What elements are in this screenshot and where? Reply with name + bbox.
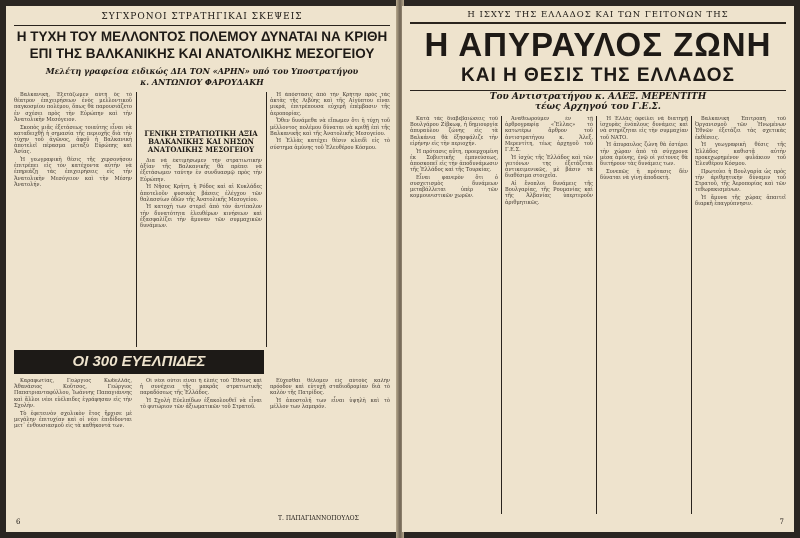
column-divider <box>501 116 502 514</box>
left-subtitle-2: κ. ΑΝΤΩΝΙΟΥ ΦΑΡΟΥΔΑΚΗ <box>140 77 264 87</box>
banner-column-1 <box>14 378 132 518</box>
paragraph: Τὸ ἐφετεινὸν σχολικὸν ἔτος ἤρχισε μὲ μεγάλην ἐπιτυχίαν καὶ οἱ νέοι ἐπιδίδονται μετ᾽ ἐνθουσιασμοῦ εἰς τὰ καθήκοντά των. <box>14 410 132 429</box>
paragraph: Δια νὰ ἐκτιμήσωμεν τὴν στρατιωτικὴν ἀξίαν τῆς Βαλκανικῆς θὰ πρέπει νὰ ἐξετάσωμεν ταύτην ἐν συνδυασμῷ πρὸς τὴν Εὐρώπην. <box>140 158 262 183</box>
paragraph: Ὅθεν δυνάμεθα νὰ εἴπωμεν ὅτι ἡ τύχη τοῦ μέλλοντος πολέμου δύναται νὰ κριθῇ ἐπὶ τῆς Βαλκανικῆς καὶ τῆς Ἀνατολικῆς Μεσογείου. <box>270 118 390 137</box>
column-divider <box>266 92 267 347</box>
paragraph: Εὔχεσθαι θέλομεν εἰς αὐτοὺς καλὴν πρόοδον καὶ εὐτυχῆ σταδιοδρομίαν διὰ τὸ καλὸν τῆς Πατρίδος. <box>270 378 390 397</box>
paragraph: Καραφωτίας, Γεώργιος Κωδελλᾶς, Ἀθανάσιος Κοῦτσος, Γεώργιος Παπατριανταφύλλου, Ἰωάννης Παπαγιάννης καὶ ἄλλοι νέοι εὐέλπιδες ἐγράφησαν εἰς τὴν Σχολήν. <box>14 378 132 409</box>
paragraph: Κατὰ τὰς διαβεβαιώσεις τοῦ Βουλγάρου Ζίβκωφ, ἡ δημιουργία ἀπυραύλου ζώνης εἰς τὰ Βαλκάνια θὰ ἐξησφάλιζε τὴν εἰρήνην εἰς τὴν περιοχήν. <box>410 116 498 147</box>
title-rule <box>410 90 786 91</box>
right-column-2 <box>505 116 593 514</box>
left-title-line-1: Η ΤΥΧΗ ΤΟΥ ΜΕΛΛΟΝΤΟΣ ΠΟΛΕΜΟΥ ΔΥΝΑΤΑΙ ΝΑ ΚΡΙΘΗ <box>16 29 388 44</box>
paragraph: Βαλκανική, Ἐξετάζωμεν αὐτὴ ὅς τὸ θέατρον ἐπιχειρήσεων ἐνὸς μελλοντικοῦ παγκοσμίου πολέμου, ὅπως θὰ παρουσιάζετο ἐν σχέσει πρὸς τὴν Εὐρώπην καὶ τὴν Ἀνατολικὴν Μεσόγειον. <box>14 92 132 123</box>
paragraph: Οἱ νέοι οὗτοι εἶναι ἡ ἐλπὶς τοῦ Ἔθνους καὶ ἡ συνέχεια τῆς μακρᾶς στρατιωτικῆς παραδόσεως τῆς Ἑλλάδος. <box>140 378 262 397</box>
right-subtitle-2: τέως Αρχηγού του Γ.Ε.Σ. <box>535 102 661 112</box>
paragraph: Ἡ Νῆσος Κρήτη, ἡ Ρόδος καὶ αἱ Κυκλάδες ἀποτελοῦν φυσικὰς βάσεις ἐλέγχου τῶν θαλασσίων ὁδῶν τῆς Ἀνατολικῆς Μεσογείου. <box>140 184 262 203</box>
left-subtitle-1: Μελέτη γραφείσα ειδικώς ΔΙΑ ΤΟΝ «ΑΡΗΝ» υπό του Υποστρατήγου <box>45 66 359 76</box>
right-column-4 <box>695 116 786 514</box>
column-divider <box>596 116 597 514</box>
paragraph: Ἀναθεωρούμεν ἐν τῇ ἀρθρογραφίᾳ «Ἕλλας» τὸ κατωτέρω ἄρθρον τοῦ ἀντιστρατήγου κ. Ἀλεξ. Μερεντίτη, τέως ἀρχηγοῦ τοῦ Γ.Ε.Σ. <box>505 116 593 154</box>
paragraph: Εἶναι φανερὸν ὅτι ὁ συσχετισμὸς δυνάμεων μεταβάλλεται ὑπὲρ τῶν κομμουνιστικῶν χωρῶν. <box>410 174 498 200</box>
paragraph: Πρωτεύει ἡ Βουλγαρία ὡς πρὸς τὴν ἀριθμητικὴν δύναμιν τοῦ Στρατοῦ, τῆς Ἀεροπορίας καὶ τῶν τεθωρακισμένων. <box>695 168 786 194</box>
left-column-1 <box>14 92 132 347</box>
banner-column-2 <box>140 378 262 518</box>
left-kicker-rule <box>14 25 390 26</box>
right-column-1 <box>410 116 498 514</box>
paragraph: Ἡ Ἑλλὰς ὀφείλει νὰ διατηρῇ ἰσχυρὰς ἐνόπλους δυνάμεις καὶ νὰ στηρίζηται εἰς τὴν συμμαχίαν τοῦ ΝΑΤΟ. <box>600 116 688 141</box>
paragraph: Ἡ γεωγραφικὴ θέσις τῆς Ἑλλάδος καθιστᾷ αὐτὴν προκεχωρημένον φυλάκιον τοῦ Ἐλευθέρου Κόσμου. <box>695 142 786 167</box>
paragraph: Βαλκανικὴ Ἐπιτροπὴ τοῦ Ὀργανισμοῦ τῶν Ἡνωμένων Ἐθνῶν ἐξετάζει τὰς σχετικὰς ἐκθέσεις. <box>695 116 786 141</box>
paragraph: Αἱ ἔνοπλοι δυνάμεις τῆς Βουλγαρίας, τῆς Ρουμανίας καὶ τῆς Ἀλβανίας ὑπερτεροῦν ἀριθμητικῶς. <box>505 181 593 206</box>
left-column-2 <box>140 158 262 347</box>
left-page <box>6 6 398 532</box>
right-subtitle-1: Του Αντιστρατήγου κ. ΑΛΕΞ. ΜΕΡΕΝΤΙΤΗ <box>489 92 707 102</box>
paragraph: Ἡ ἄμυνα τῆς χώρας ἀπαιτεῖ διαρκῆ ἐπαγρύπνησιν. <box>695 194 786 208</box>
page-number: 7 <box>779 518 784 526</box>
paragraph: Σκοπὸς μιᾶς ἐξετάσεως τοιαύτης εἶναι νὰ καταδειχθῇ ἡ σημασία τῆς περιοχῆς διὰ τὴν τύχην τοῦ ἀγῶνος, ἀφοῦ ἡ Βαλκανικὴ ἀποτελεῖ πέρασμα μεταξὺ Εὐρώπης καὶ Ἀσίας. <box>14 124 132 156</box>
right-kicker: Η ΙΣΧΥΣ ΤΗΣ ΕΛΛΑΔΟΣ ΚΑΙ ΤΩΝ ΓΕΙΤΟΝΩΝ ΤΗΣ <box>467 10 729 20</box>
right-column-3 <box>600 116 688 514</box>
left-column-3 <box>270 92 390 347</box>
author-signature: Τ. ΠΑΠΑΓΙΑΝΝΟΠΟΥΛΟΣ <box>278 515 359 522</box>
paragraph: Ἡ ἀπυραυλος ζώνη θὰ ἐστέρει τὴν χώραν ἀπὸ τὰ σύγχρονα μέσα ἀμύνης, ἐνῷ οἱ γείτονες θὰ διετήρουν τὰς δυνάμεις των. <box>600 142 688 167</box>
left-section-heading: ΓΕΝΙΚΗ ΣΤΡΑΤΙΩΤΙΚΗ ΑΞΙΑ ΒΑΛΚΑΝΙΚΗΣ ΚΑΙ ΝΗΣΩΝ ΑΝΑΤΟΛΙΚΗΣ ΜΕΣΟΓΕΙΟΥ <box>144 129 258 154</box>
column-divider <box>691 116 692 514</box>
left-kicker: ΣΥΓΧΡΟΝΟΙ ΣΤΡΑΤΗΓΙΚΑΙ ΣΚΕΨΕΙΣ <box>101 12 303 22</box>
right-title-line-2: ΚΑΙ Η ΘΕΣΙΣ ΤΗΣ ΕΛΛΑΔΟΣ <box>461 65 735 86</box>
paragraph: Συνεπῶς ἡ πρότασις δὲν δύναται νὰ γίνῃ ἀποδεκτή. <box>600 168 688 181</box>
left-title-line-2: ΕΠΙ ΤΗΣ ΒΑΛΚΑΝΙΚΗΣ ΚΑΙ ΑΝΑΤΟΛΙΚΗΣ ΜΕΣΟΓΕΙΟΥ <box>29 46 375 61</box>
paragraph: Ἡ Σχολὴ Εὐελπίδων ἐξακολουθεῖ νὰ εἶναι τὸ φυτώριον τῶν ἀξιωματικῶν τοῦ Στρατοῦ. <box>140 398 262 411</box>
paragraph: Ἡ κατοχὴ των στερεῖ ἀπὸ τὸν ἀντίπαλον τὴν δυνατότητα ἐλευθέρων κινήσεων καὶ ἐξασφαλίζει τὴν ἄμυναν τῶν συμμαχικῶν δυνάμεων. <box>140 204 262 230</box>
page-number: 6 <box>16 518 21 526</box>
paragraph: Ἡ πρότασις αὕτη, προερχομένη ἐκ Σοβιετικῆς ἐμπνεύσεως, ἀποσκοπεῖ εἰς τὴν ἀποδυνάμωσιν τῆς Ἑλλάδος καὶ τῆς Τουρκίας. <box>410 148 498 174</box>
section-banner: ΟΙ 300 ΕΥΕΛΠΙΔΕΣ <box>14 350 264 374</box>
column-divider <box>136 92 137 347</box>
right-page <box>402 6 794 532</box>
paragraph: Ἡ ἀπόστασις ἀπὸ τὴν Κρήτην πρὸς τὰς ἀκτὰς τῆς Λιβύης καὶ τῆς Αἰγύπτου εἶναι μικρά, ἐπιτρέπουσα εὐχερῆ ἐπέμβασιν τῆς ἀεροπορίας. <box>270 92 390 117</box>
paragraph: Ἡ ἰσχὺς τῆς Ἑλλάδος καὶ τῶν γειτόνων της ἐξετάζεται ἀντικειμενικῶς, μὲ βάσιν τὰ διαθέσιμα στοιχεῖα. <box>505 154 593 180</box>
right-title-line-1: Η ΑΠΥΡΑΥΛΟΣ ΖΩΝΗ <box>424 26 772 63</box>
paragraph: Ἡ ἀποστολή των εἶναι ὑψηλὴ καὶ τὸ μέλλον των λαμπρόν. <box>270 398 390 411</box>
paragraph: Ἡ Ἑλλὰς κατέχει θέσιν κλειδὶ εἰς τὸ σύστημα ἀμύνης τοῦ Ἐλευθέρου Κόσμου. <box>270 138 390 151</box>
banner-column-3 <box>270 378 390 510</box>
paragraph: Ἡ γεωγραφικὴ θέσις τῆς χερσονήσου ἐπιτρέπει εἰς τὸν κατέχοντα αὐτὴν νὰ ἐπηρεάζῃ τὰς ἐπιχειρήσεις εἰς τὴν Ἀνατολικὴν Μεσόγειον καὶ τὴν Μέσην Ἀνατολήν. <box>14 157 132 188</box>
right-kicker-rule <box>410 22 786 24</box>
